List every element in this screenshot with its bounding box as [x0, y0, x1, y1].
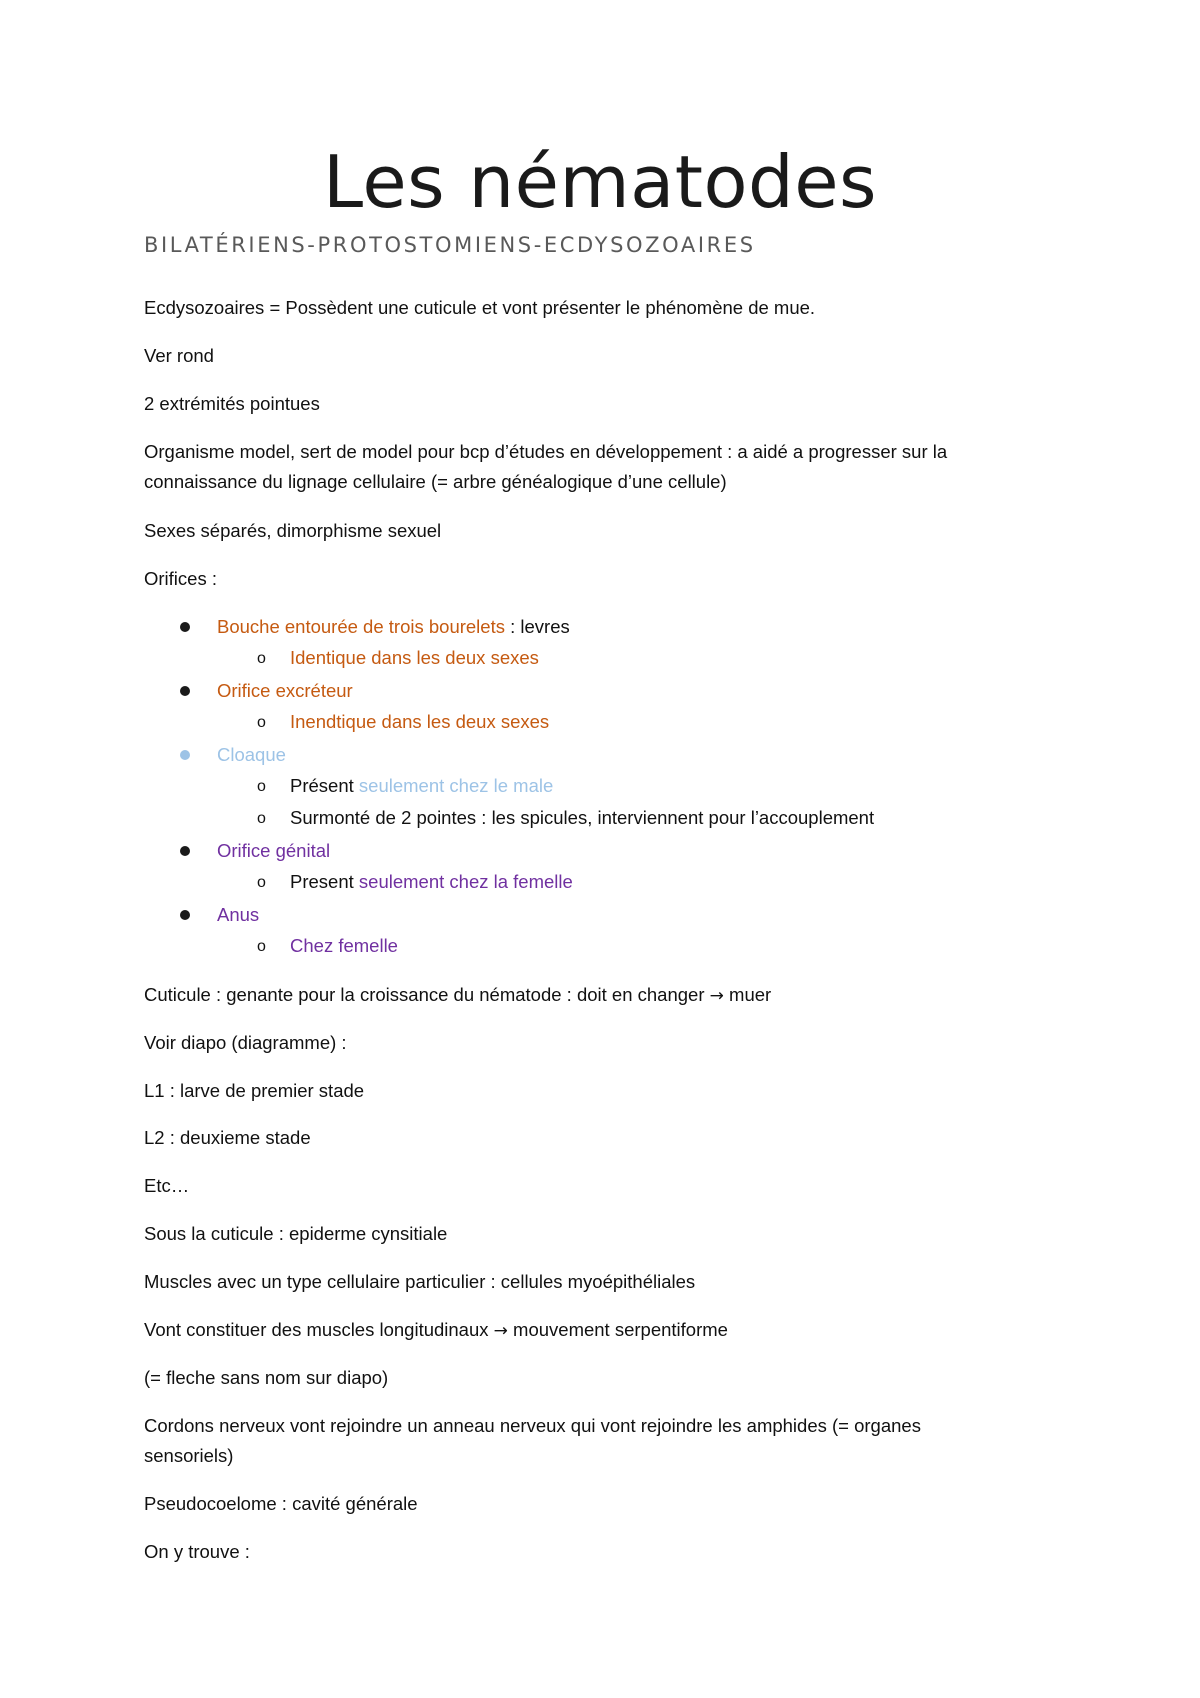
- arrow-right-icon: →: [709, 986, 724, 1006]
- paragraph-muscles: Muscles avec un type cellulaire particulier : cellules myoépithéliales: [144, 1271, 696, 1292]
- sub-item-genital-colored: seulement chez la femelle: [358, 871, 573, 892]
- list-item-excreteur: Orifice excréteur: [217, 680, 353, 701]
- list-item-bouche-label: Bouche entourée de trois bourelets: [217, 616, 505, 637]
- sub-bullet: o: [257, 650, 266, 667]
- bullet-dot: [180, 846, 190, 856]
- arrow-right-icon: →: [493, 1321, 508, 1341]
- document-subtitle: BILATÉRIENS-PROTOSTOMIENS-ECDYSOZOAIRES: [144, 233, 756, 257]
- paragraph-pseudocoelome: Pseudocoelome : cavité générale: [144, 1493, 418, 1514]
- paragraph-voir-diapo: Voir diapo (diagramme) :: [144, 1032, 347, 1053]
- list-item-genital: Orifice génital: [217, 840, 331, 861]
- sub-item-cloaque-1-colored: seulement chez le male: [358, 775, 554, 796]
- paragraph-sexes: Sexes séparés, dimorphisme sexuel: [144, 520, 442, 541]
- paragraph-ecdysozoaires: Ecdysozoaires = Possèdent une cuticule et vont présenter le phénomène de mue.: [144, 297, 816, 318]
- bullet-dot: [180, 622, 190, 632]
- list-item-cloaque: Cloaque: [217, 744, 286, 765]
- sub-item-anus: Chez femelle: [290, 935, 398, 956]
- paragraph-l1: L1 : larve de premier stade: [144, 1080, 365, 1101]
- paragraph-vont-constituer: [144, 1315, 728, 1346]
- list-item-bouche: [217, 612, 570, 642]
- paragraph-cuticule: [144, 980, 771, 1011]
- paragraph-organisme-line-2: connaissance du lignage cellulaire (= arbre généalogique d’une cellule): [144, 471, 727, 492]
- paragraph-extremites: 2 extrémités pointues: [144, 393, 320, 414]
- sub-bullet: o: [257, 810, 266, 827]
- paragraph-cuticule-suffix: muer: [723, 984, 772, 1005]
- sub-item-cloaque-2: Surmonté de 2 pointes : les spicules, interviennent pour l’accouplement: [290, 807, 875, 828]
- document-title: Les nématodes: [322, 140, 878, 224]
- bullet-dot: [180, 750, 190, 760]
- paragraph-organisme-line-1: Organisme model, sert de model pour bcp d’études en développement : a aidé a progresser sur la: [144, 441, 948, 462]
- paragraph-vont-suffix: mouvement serpentiforme: [507, 1319, 728, 1340]
- paragraph-on-y-trouve: On y trouve :: [144, 1541, 250, 1562]
- paragraph-ver-rond: Ver rond: [144, 345, 214, 366]
- sub-item-genital: [290, 867, 573, 897]
- list-item-bouche-suffix: : levres: [504, 616, 570, 637]
- sub-bullet: o: [257, 778, 266, 795]
- paragraph-vont-prefix: Vont constituer des muscles longitudinaux: [144, 1319, 494, 1340]
- paragraph-orifices: Orifices :: [144, 568, 217, 589]
- list-item-anus: Anus: [217, 904, 260, 925]
- sub-item-genital-prefix: Present: [290, 871, 359, 892]
- sub-item-cloaque-1-prefix: Présent: [290, 775, 359, 796]
- paragraph-cuticule-prefix: Cuticule : genante pour la croissance du nématode : doit en changer: [144, 984, 710, 1005]
- sub-item-excreteur: Inendtique dans les deux sexes: [290, 711, 550, 732]
- paragraph-l2: L2 : deuxieme stade: [144, 1127, 311, 1148]
- bullet-dot: [180, 686, 190, 696]
- sub-bullet: o: [257, 938, 266, 955]
- sub-bullet: o: [257, 874, 266, 891]
- paragraph-fleche: (= fleche sans nom sur diapo): [144, 1367, 389, 1388]
- sub-item-bouche: Identique dans les deux sexes: [290, 647, 539, 668]
- sub-item-cloaque-1: [290, 771, 553, 801]
- paragraph-cordons-line-2: sensoriels): [144, 1445, 234, 1466]
- sub-bullet: o: [257, 714, 266, 731]
- bullet-dot: [180, 910, 190, 920]
- paragraph-etc: Etc…: [144, 1175, 190, 1196]
- paragraph-sous-cuticule: Sous la cuticule : epiderme cynsitiale: [144, 1223, 448, 1244]
- paragraph-cordons-line-1: Cordons nerveux vont rejoindre un anneau nerveux qui vont rejoindre les amphides (= organes: [144, 1415, 921, 1436]
